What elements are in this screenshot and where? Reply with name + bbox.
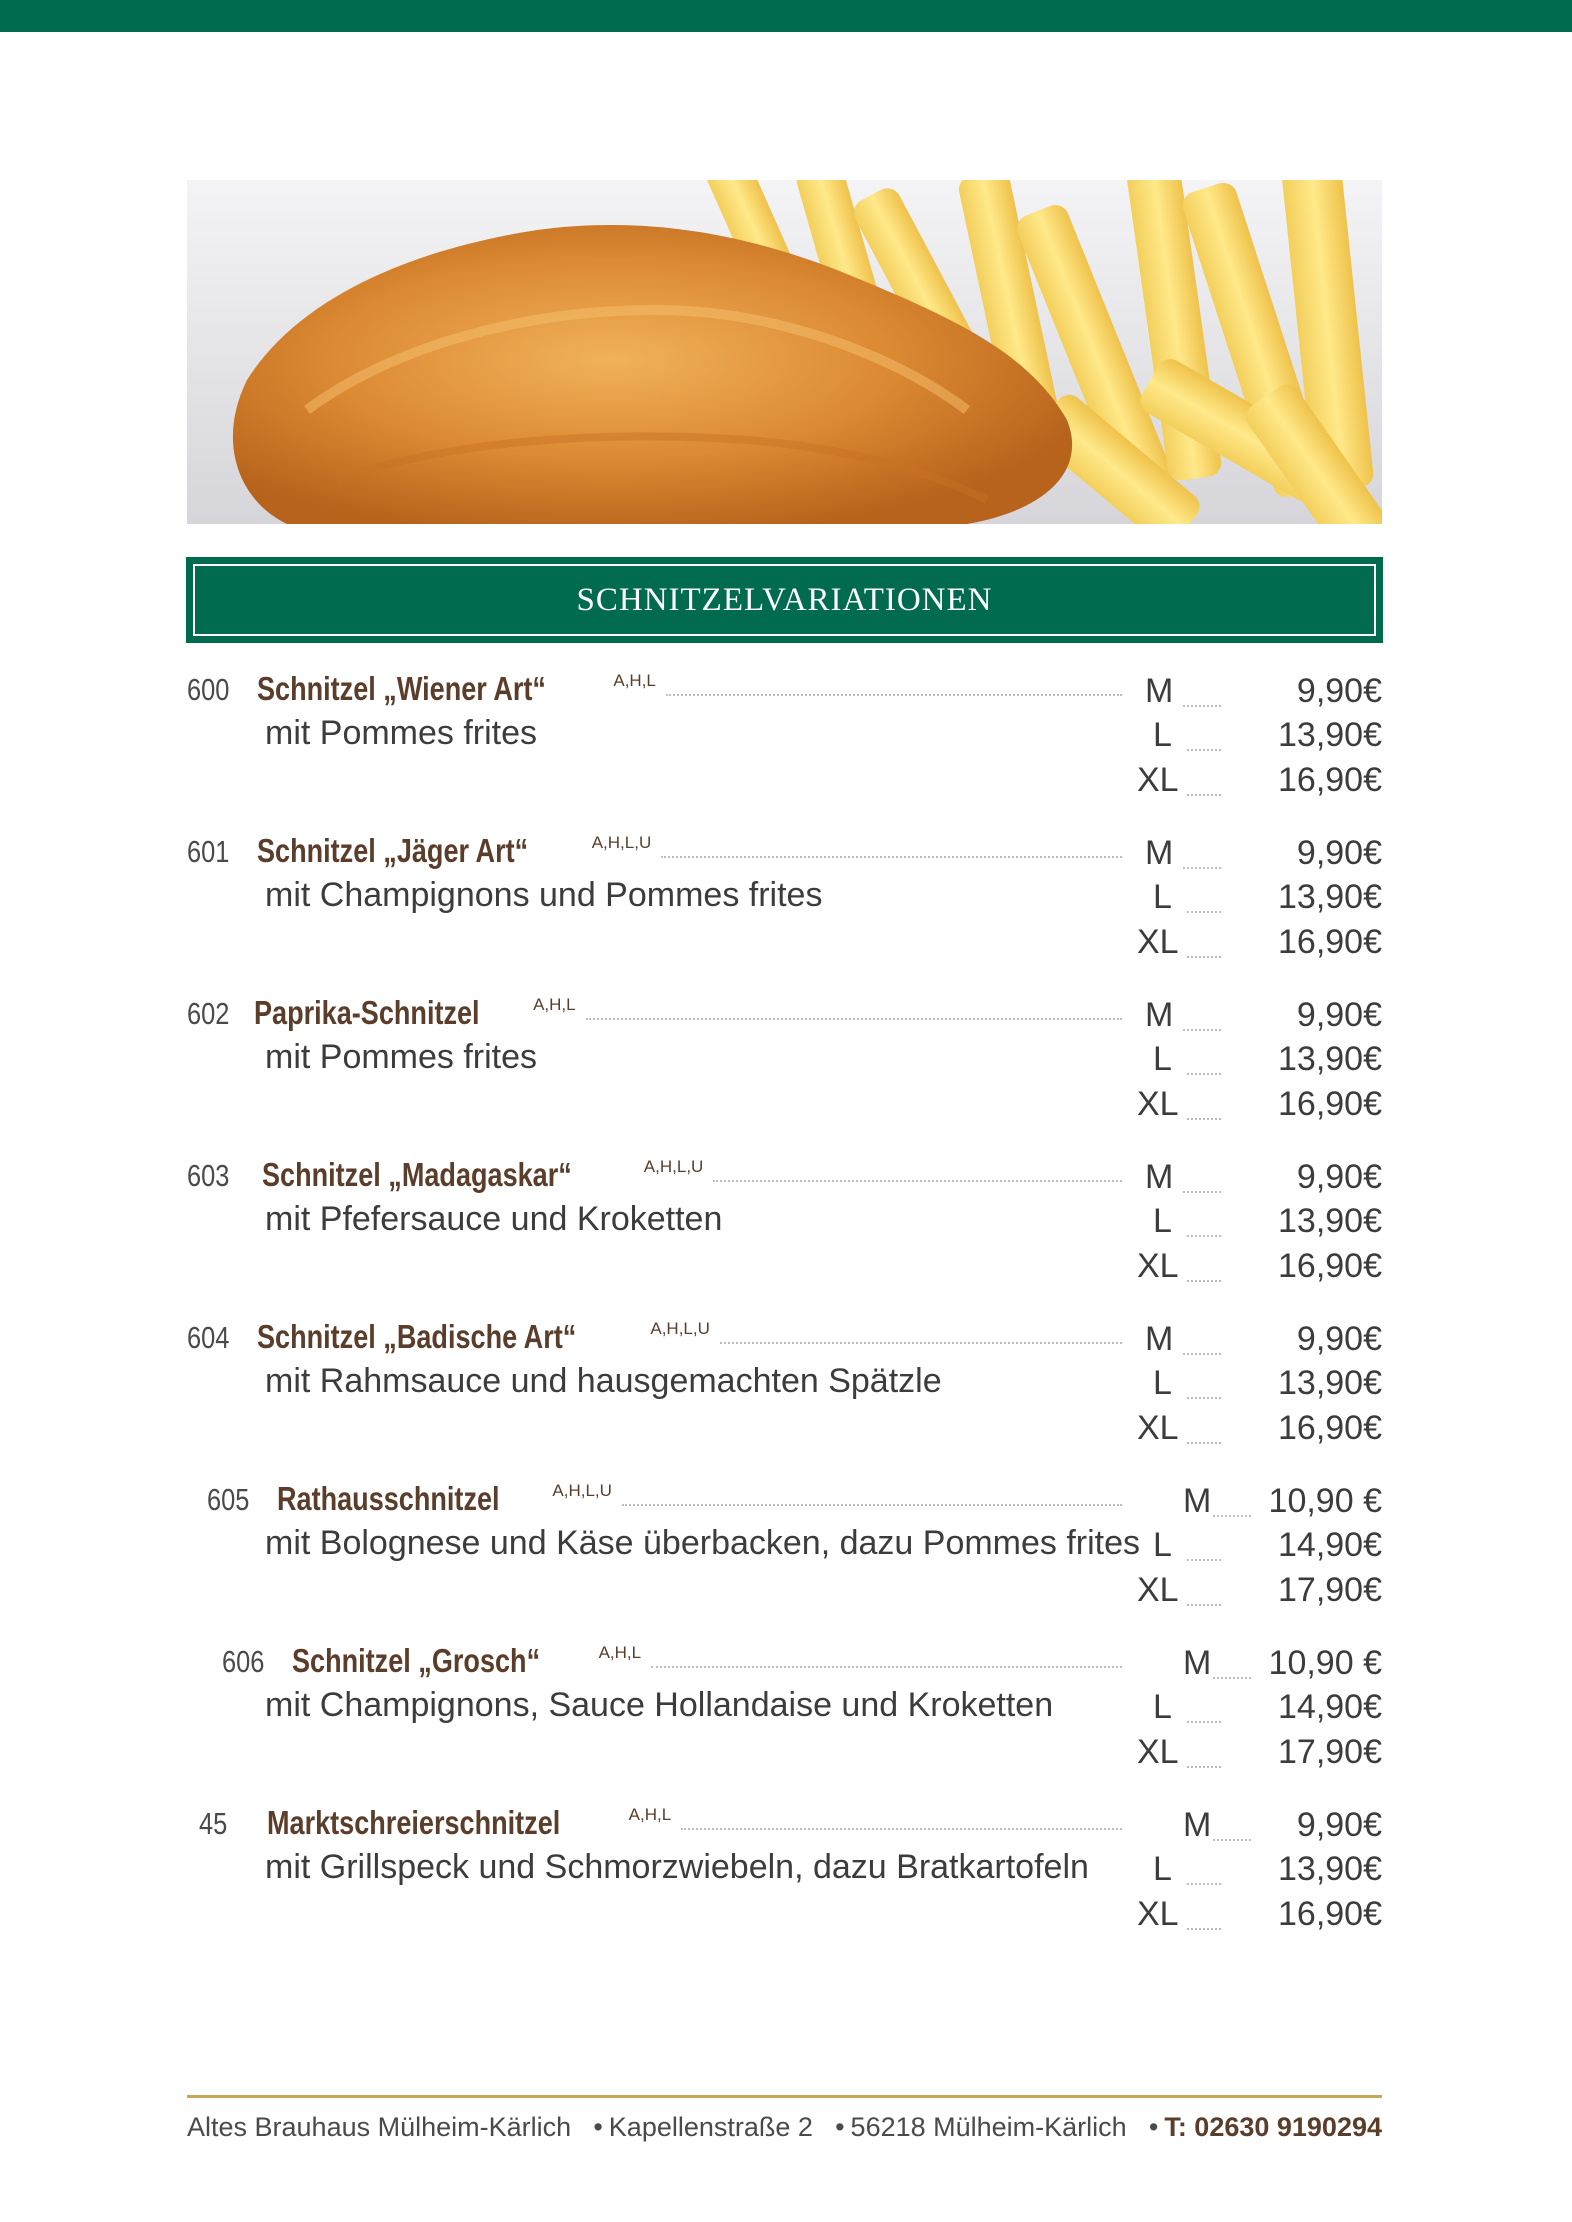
price-size-m: M [1145, 834, 1174, 872]
item-description: mit Rahmsauce und hausgemachten Spätzle [265, 1362, 942, 1400]
item-description: mit Champignons, Sauce Hollandaise und Kroketten [265, 1686, 1054, 1724]
schnitzel-photo [187, 180, 1382, 524]
price-size-xl: XL [1137, 1247, 1179, 1285]
price-size-xl: XL [1137, 1895, 1179, 1933]
price-size-l: L [1153, 1688, 1172, 1726]
menu-item-title-row [187, 832, 1132, 876]
item-price: 16,90€ [1278, 1895, 1382, 1933]
menu-item [187, 1642, 1382, 1804]
price-leader [1187, 1279, 1221, 1282]
item-name: Schnitzel „Wiener Art“ [257, 670, 546, 707]
footer-restaurant-name: Altes Brauhaus Mülheim-Kärlich [187, 2112, 572, 2142]
item-number: 600 [187, 672, 230, 707]
price-leader [1187, 1441, 1221, 1444]
item-price: 13,90€ [1278, 1040, 1382, 1078]
price-leader [1183, 866, 1221, 869]
item-price: 9,90€ [1296, 834, 1382, 872]
menu-item-description-row [187, 1524, 1382, 1568]
item-name: Schnitzel „Madagaskar“ [262, 1156, 572, 1193]
footer-bullet: • [593, 2112, 603, 2142]
menu-item [187, 670, 1382, 832]
item-allergens: A,H,L,U [591, 833, 652, 852]
item-name: Rathausschnitzel [277, 1480, 500, 1517]
item-price: 13,90€ [1278, 1202, 1382, 1240]
menu-item-description-row [187, 714, 1382, 758]
price-size-xl: XL [1137, 923, 1179, 961]
item-price: 17,90€ [1278, 1571, 1382, 1609]
item-allergens: A,H,L [533, 995, 576, 1014]
price-leader [1183, 1190, 1221, 1193]
menu-list [187, 670, 1382, 1966]
menu-item-description-row [187, 1686, 1382, 1730]
price-size-l: L [1153, 716, 1172, 754]
price-leader [1187, 955, 1221, 958]
item-price: 9,90€ [1296, 1158, 1382, 1196]
item-price: 17,90€ [1278, 1733, 1382, 1771]
price-leader [1187, 1396, 1221, 1399]
menu-item-description-row [187, 876, 1382, 920]
price-size-m: M [1145, 672, 1174, 710]
item-price: 13,90€ [1278, 1850, 1382, 1888]
price-size-xl: XL [1137, 1571, 1179, 1609]
price-leader [1187, 1558, 1221, 1561]
menu-item [187, 994, 1382, 1156]
item-price: 10,90 € [1268, 1644, 1382, 1682]
item-number: 602 [187, 996, 230, 1031]
item-name: Schnitzel „Badische Art“ [257, 1318, 577, 1355]
price-size-m: M [1145, 1320, 1174, 1358]
menu-item-title-row [187, 1642, 1132, 1686]
top-color-bar [0, 0, 1572, 32]
item-description: mit Pfefersauce und Kroketten [265, 1200, 723, 1238]
menu-item-description-row [187, 1038, 1382, 1082]
item-price: 16,90€ [1278, 923, 1382, 961]
footer-bullet: • [1148, 2112, 1159, 2142]
price-leader [1187, 1927, 1221, 1930]
item-price: 14,90€ [1278, 1688, 1382, 1726]
footer-bullet: • [835, 2112, 845, 2142]
price-leader [1187, 1117, 1221, 1120]
item-allergens: A,H,L,U [643, 1157, 704, 1176]
price-leader [1187, 1234, 1221, 1237]
item-allergens: A,H,L,U [650, 1319, 710, 1338]
menu-item-description-row [187, 1848, 1382, 1892]
menu-item-title-row [187, 670, 1132, 714]
item-price: 9,90€ [1296, 996, 1382, 1034]
section-banner-frame [193, 564, 1376, 636]
price-size-xl: XL [1137, 1733, 1179, 1771]
dotted-leader [586, 1017, 1122, 1020]
dotted-leader [651, 1665, 1122, 1668]
item-name: Marktschreierschnitzel [267, 1804, 561, 1841]
item-number: 45 [199, 1806, 228, 1841]
price-size-l: L [1153, 1364, 1172, 1402]
dotted-leader [622, 1503, 1122, 1506]
footer-street: Kapellenstraße 2 [608, 2112, 813, 2142]
menu-item [187, 1156, 1382, 1318]
price-size-m: M [1183, 1482, 1212, 1520]
price-size-xl: XL [1137, 1085, 1179, 1123]
price-leader [1183, 1028, 1221, 1031]
item-number: 603 [187, 1158, 230, 1193]
menu-item [187, 1318, 1382, 1480]
item-number: 606 [222, 1644, 265, 1679]
item-number: 601 [187, 834, 230, 869]
price-size-xl: XL [1137, 1409, 1179, 1447]
item-name: Schnitzel „Grosch“ [292, 1642, 541, 1679]
price-leader [1183, 1352, 1221, 1355]
dotted-leader [720, 1341, 1122, 1344]
item-name: Paprika-Schnitzel [254, 994, 480, 1031]
price-leader [1187, 1720, 1221, 1723]
price-size-m: M [1183, 1806, 1212, 1844]
item-description: mit Bolognese und Käse überbacken, dazu Pommes frites [265, 1524, 1141, 1562]
dotted-leader [661, 855, 1122, 858]
price-leader [1187, 1882, 1221, 1885]
price-leader [1213, 1676, 1251, 1679]
item-price: 9,90€ [1296, 1806, 1382, 1844]
menu-item-description-row [187, 1362, 1382, 1406]
item-price: 16,90€ [1278, 1409, 1382, 1447]
item-price: 9,90€ [1296, 672, 1382, 710]
item-price: 13,90€ [1278, 1364, 1382, 1402]
price-leader [1187, 1072, 1221, 1075]
item-price: 16,90€ [1278, 1085, 1382, 1123]
section-banner [186, 557, 1383, 643]
price-leader [1213, 1514, 1251, 1517]
dotted-leader [713, 1179, 1122, 1182]
price-size-m: M [1145, 1158, 1174, 1196]
price-size-l: L [1153, 878, 1172, 916]
dotted-leader [681, 1827, 1122, 1830]
item-price: 13,90€ [1278, 716, 1382, 754]
price-leader [1187, 1765, 1221, 1768]
menu-item-title-row [187, 1156, 1132, 1200]
item-price: 14,90€ [1278, 1526, 1382, 1564]
price-leader [1187, 748, 1221, 751]
price-leader [1187, 793, 1221, 796]
price-leader [1183, 704, 1221, 707]
price-size-l: L [1153, 1526, 1172, 1564]
item-allergens: A,H,L [613, 671, 656, 690]
item-allergens: A,H,L [628, 1805, 672, 1824]
price-size-l: L [1153, 1202, 1172, 1240]
menu-item [187, 832, 1382, 994]
price-leader [1213, 1838, 1251, 1841]
item-price: 10,90 € [1268, 1482, 1382, 1520]
price-size-m: M [1183, 1644, 1212, 1682]
price-leader [1187, 1603, 1221, 1606]
item-price: 16,90€ [1278, 761, 1382, 799]
item-description: mit Pommes frites [265, 1038, 538, 1076]
item-allergens: A,H,L,U [552, 1481, 612, 1500]
footer-phone: T: 02630 9190294 [1164, 2112, 1382, 2142]
section-title: SCHNITZELVARIATIONEN [576, 581, 993, 618]
menu-item-title-row [187, 1804, 1132, 1848]
item-price: 13,90€ [1278, 878, 1382, 916]
footer-divider [187, 2095, 1382, 2098]
item-allergens: A,H,L [598, 1643, 642, 1662]
item-name: Schnitzel „Jäger Art“ [257, 832, 529, 869]
footer [187, 2112, 1382, 2143]
item-price: 9,90€ [1296, 1320, 1382, 1358]
footer-city: 56218 Mülheim-Kärlich [850, 2112, 1127, 2142]
price-size-l: L [1153, 1040, 1172, 1078]
item-description: mit Champignons und Pommes frites [265, 876, 823, 914]
menu-item-title-row [187, 1480, 1132, 1524]
item-price: 16,90€ [1278, 1247, 1382, 1285]
price-leader [1187, 910, 1221, 913]
price-size-xl: XL [1137, 761, 1179, 799]
menu-item [187, 1480, 1382, 1642]
item-number: 604 [187, 1320, 230, 1355]
price-size-l: L [1153, 1850, 1172, 1888]
item-description: mit Pommes frites [265, 714, 538, 752]
menu-item-title-row [187, 994, 1132, 1038]
menu-item [187, 1804, 1382, 1966]
dotted-leader [666, 693, 1122, 696]
item-description: mit Grillspeck und Schmorzwiebeln, dazu Bratkartofeln [265, 1848, 1089, 1886]
menu-item-title-row [187, 1318, 1132, 1362]
item-number: 605 [207, 1482, 250, 1517]
price-size-m: M [1145, 996, 1174, 1034]
menu-item-description-row [187, 1200, 1382, 1244]
